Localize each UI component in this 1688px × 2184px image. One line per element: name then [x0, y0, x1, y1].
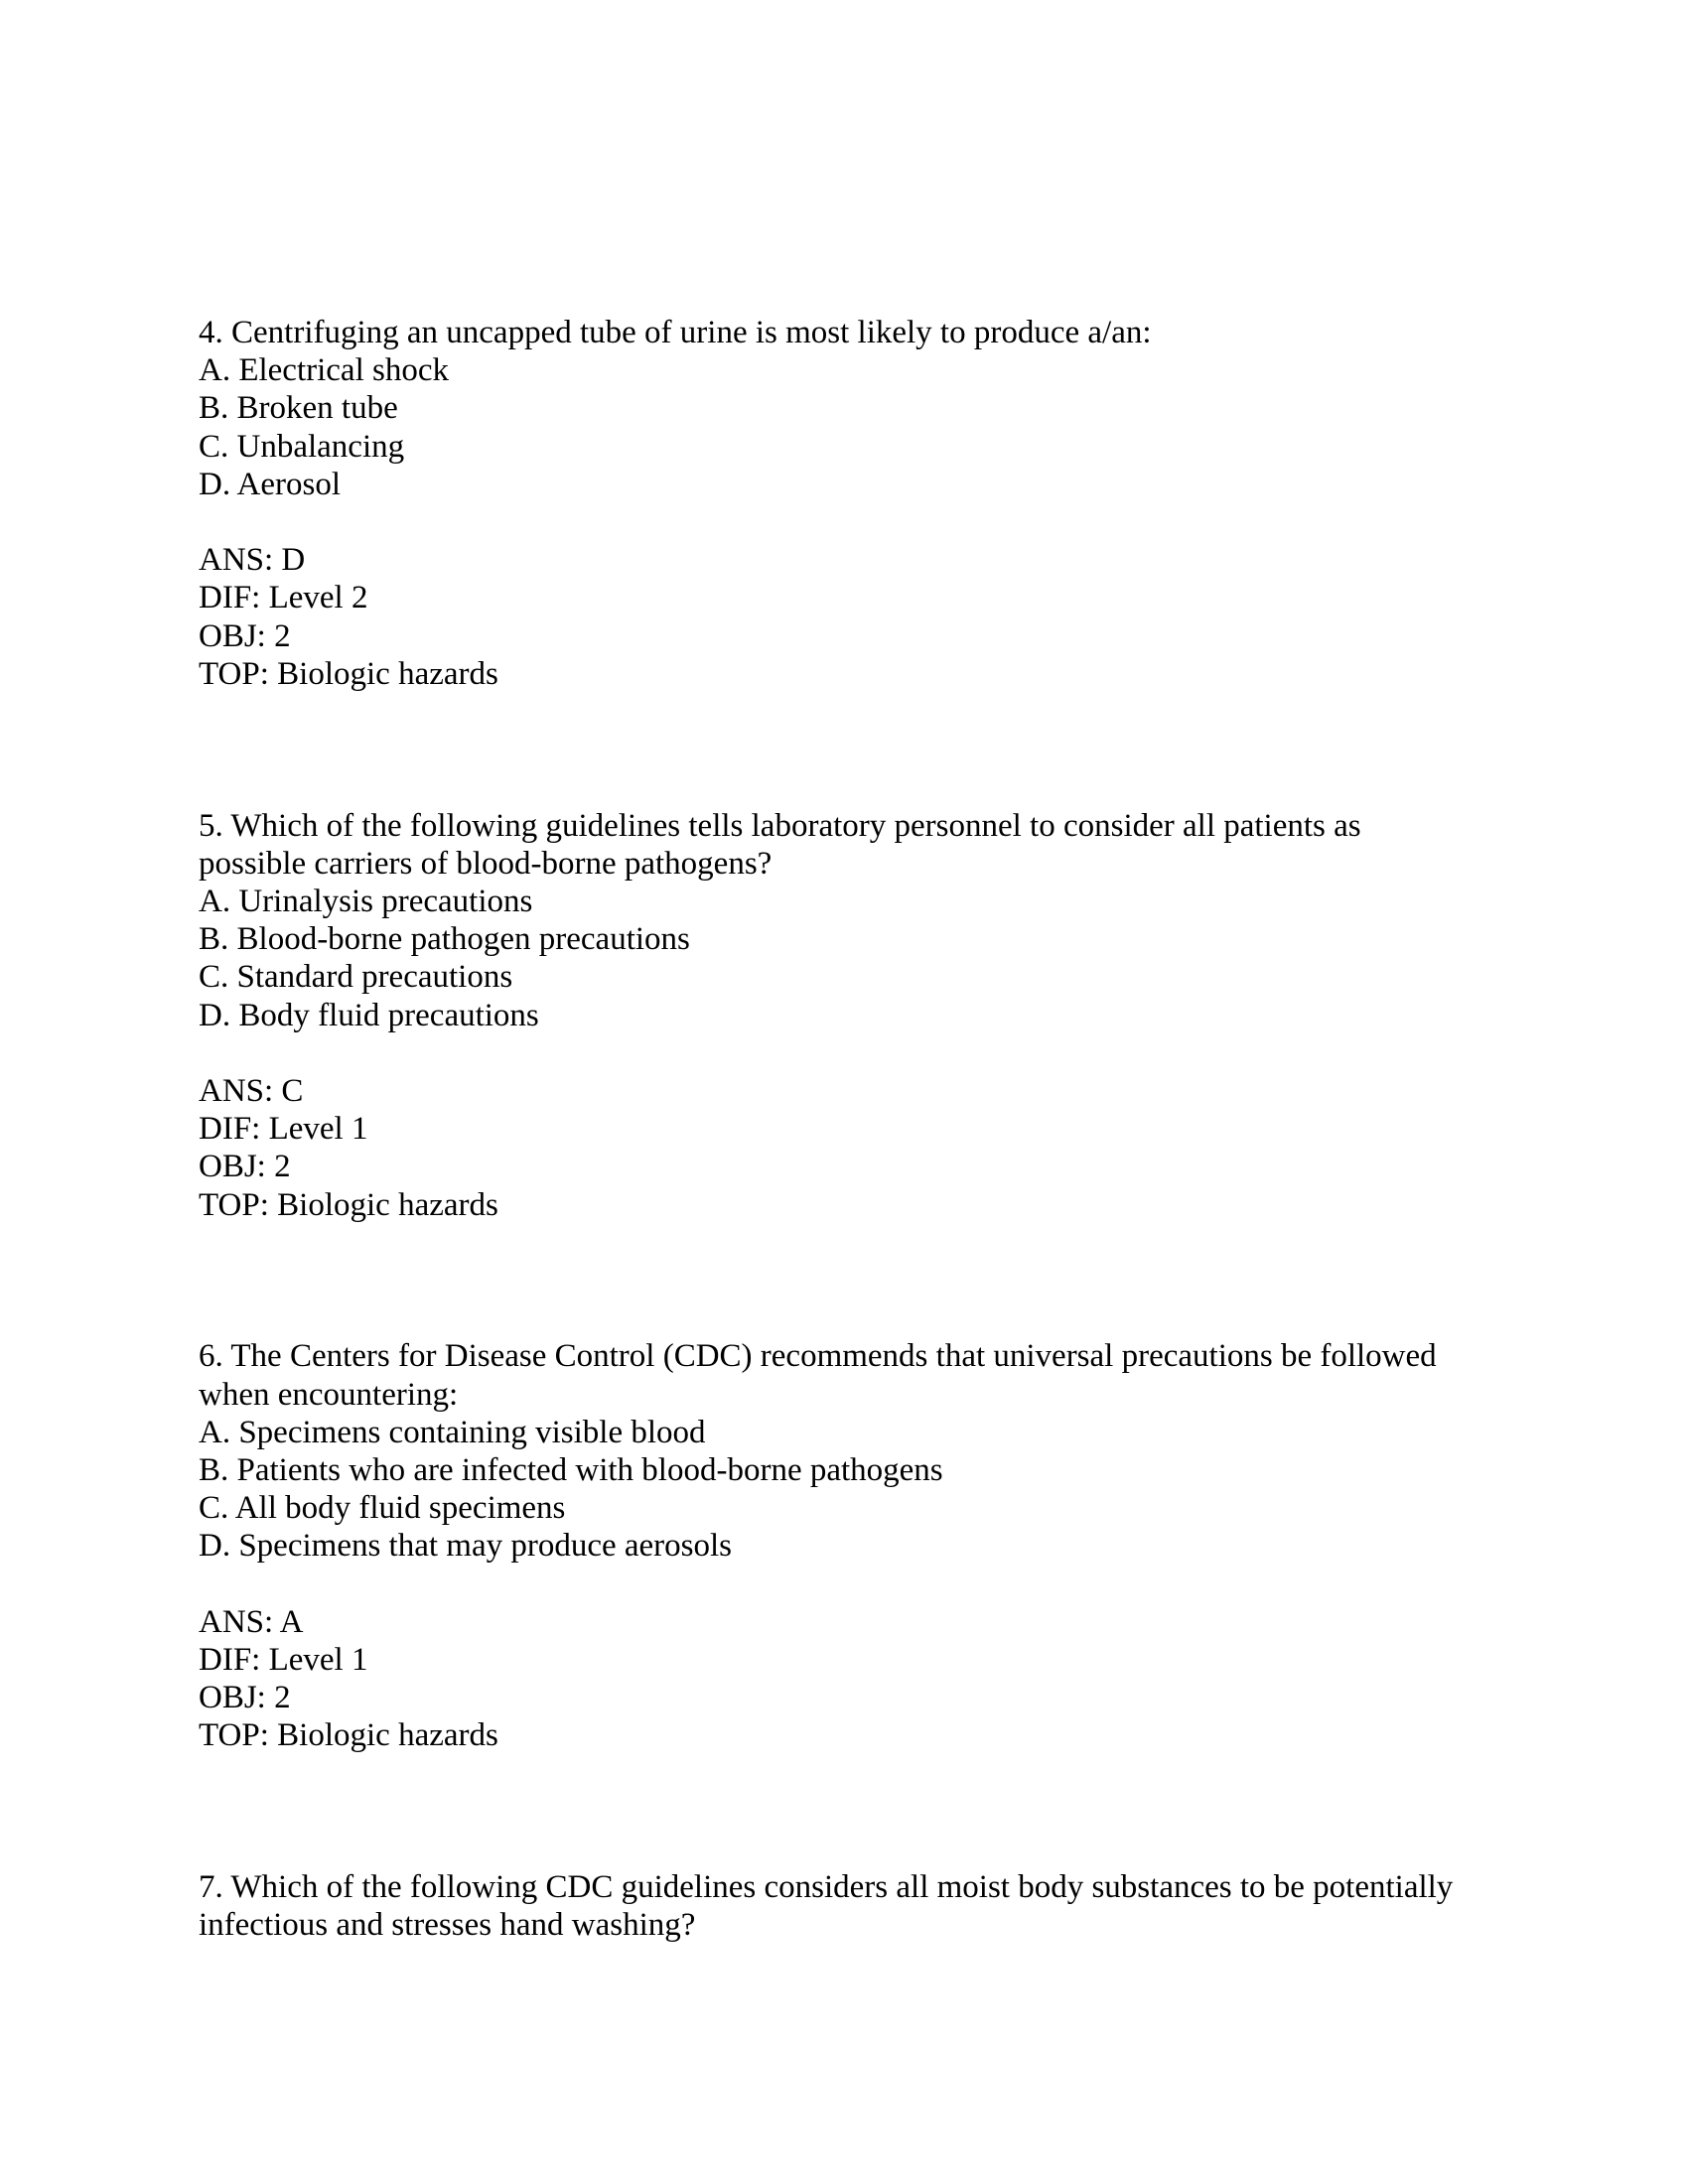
spacer	[199, 693, 1529, 807]
question-stem-line-2: possible carriers of blood-borne pathogens?	[199, 845, 773, 882]
option-a: A. Electrical shock	[199, 352, 449, 389]
answer: ANS: C	[199, 1073, 304, 1110]
objective: OBJ: 2	[199, 617, 291, 654]
spacer	[199, 1566, 1529, 1603]
option-a: A. Specimens containing visible blood	[199, 1414, 706, 1450]
spacer	[199, 1224, 1529, 1338]
answer: ANS: A	[199, 1603, 304, 1640]
topic: TOP: Biologic hazards	[199, 1717, 498, 1754]
option-d: D. Body fluid precautions	[199, 997, 539, 1033]
option-d: D. Specimens that may produce aerosols	[199, 1528, 733, 1565]
option-d: D. Aerosol	[199, 466, 341, 502]
answer: ANS: D	[199, 542, 306, 579]
question-7	[199, 1868, 1529, 1944]
question-stem-line-2: when encountering:	[199, 1376, 459, 1413]
spacer	[199, 1034, 1529, 1072]
difficulty: DIF: Level 2	[199, 580, 368, 616]
topic: TOP: Biologic hazards	[199, 1186, 498, 1223]
question-stem-line-1: 6. The Centers for Disease Control (CDC) recommends that universal precautions be followed	[199, 1338, 1437, 1375]
spacer	[199, 503, 1529, 541]
spacer	[199, 1755, 1529, 1869]
objective: OBJ: 2	[199, 1680, 291, 1716]
document-page	[199, 314, 1529, 1945]
option-c: C. Standard precautions	[199, 959, 513, 996]
question-stem: 4. Centrifuging an uncapped tube of urine is most likely to produce a/an:	[199, 315, 1152, 350]
question-5	[199, 807, 1529, 1224]
option-b: B. Blood-borne pathogen precautions	[199, 921, 690, 958]
option-a: A. Urinalysis precautions	[199, 884, 533, 920]
option-b: B. Broken tube	[199, 390, 398, 427]
option-c: C. All body fluid specimens	[199, 1490, 566, 1527]
question-stem-line-1: 7. Which of the following CDC guidelines considers all moist body substances to be potentially	[199, 1869, 1454, 1906]
question-4	[199, 314, 1529, 693]
objective: OBJ: 2	[199, 1149, 291, 1185]
option-c: C. Unbalancing	[199, 428, 405, 465]
topic: TOP: Biologic hazards	[199, 655, 498, 692]
question-stem-line-2: infectious and stresses hand washing?	[199, 1907, 696, 1944]
difficulty: DIF: Level 1	[199, 1111, 368, 1148]
option-b: B. Patients who are infected with blood-borne pathogens	[199, 1452, 943, 1489]
question-6	[199, 1337, 1529, 1754]
question-stem-line-1: 5. Which of the following guidelines tells laboratory personnel to consider all patients as	[199, 807, 1361, 844]
difficulty: DIF: Level 1	[199, 1642, 368, 1679]
